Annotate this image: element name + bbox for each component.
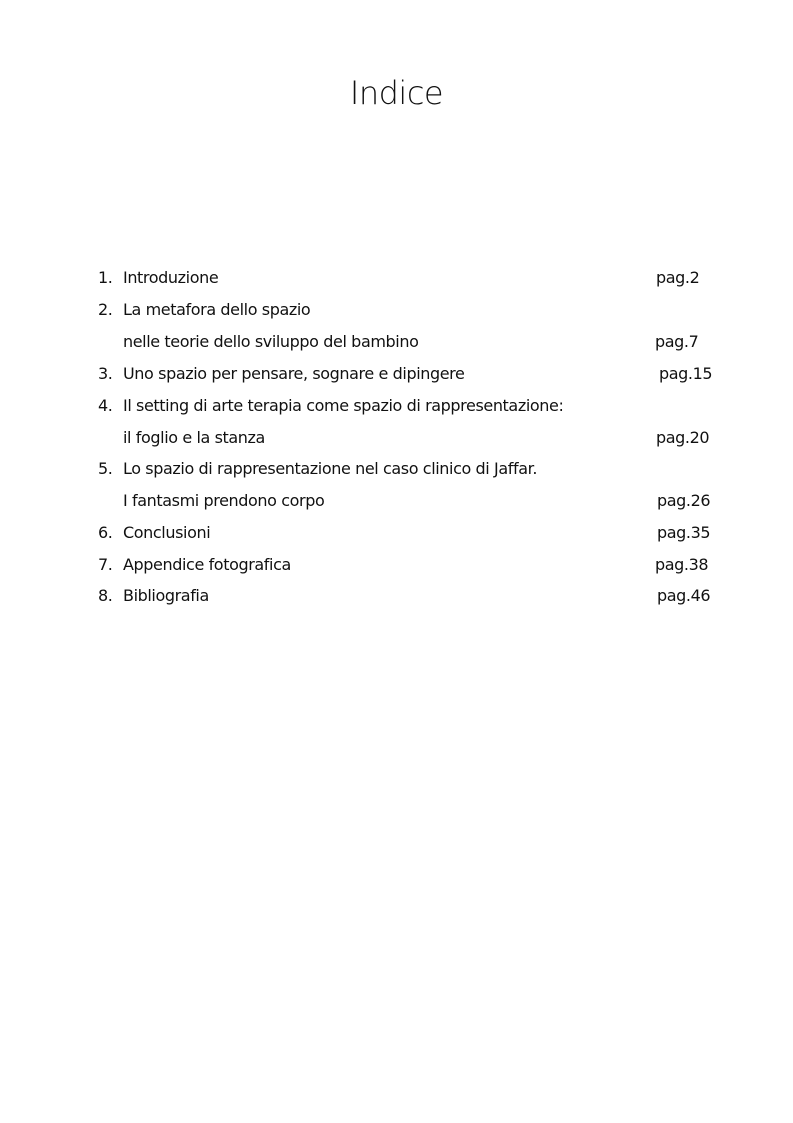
toc-entry-page: pag.20 [656, 428, 710, 447]
toc-entry-number: 8. [98, 586, 113, 605]
toc-entry-number: 3. [98, 364, 113, 383]
toc-entry-5[interactable] [0, 453, 793, 485]
toc-entry-6[interactable] [0, 517, 793, 549]
toc-entry-title: Uno spazio per pensare, sognare e dipingere [123, 364, 465, 383]
toc-entry-3[interactable] [0, 358, 793, 390]
toc-entry-title: Introduzione [123, 268, 219, 287]
toc-entry-7[interactable] [0, 549, 793, 581]
toc-entry-title: Appendice fotografica [123, 555, 291, 574]
toc-entry-page: pag.26 [657, 491, 711, 510]
toc-entry-page: pag.38 [655, 555, 709, 574]
toc-entry-number: 5. [98, 459, 113, 478]
toc-entry-page: pag.15 [659, 364, 713, 383]
toc-entry-title-continuation: il foglio e la stanza [123, 428, 265, 447]
page-title: Indice [349, 74, 444, 112]
toc-entry-page: pag.46 [657, 586, 711, 605]
toc-entry-number: 6. [98, 523, 113, 542]
toc-entry-title: Lo spazio di rappresentazione nel caso clinico di Jaffar. [123, 459, 538, 478]
toc-entry-2-continuation[interactable] [0, 326, 793, 358]
toc-entry-number: 2. [98, 300, 113, 319]
toc-entry-number: 1. [98, 268, 113, 287]
toc-entry-title: Il setting di arte terapia come spazio di rappresentazione: [123, 396, 564, 415]
toc-entry-1[interactable] [0, 262, 793, 294]
toc-entry-5-continuation[interactable] [0, 485, 793, 517]
toc-entry-number: 7. [98, 555, 113, 574]
toc-entry-title: Conclusioni [123, 523, 211, 542]
toc-entry-page: pag.7 [655, 332, 699, 351]
toc-entry-title-continuation: nelle teorie dello sviluppo del bambino [123, 332, 419, 351]
toc-entry-number: 4. [98, 396, 113, 415]
toc-entry-2[interactable] [0, 294, 793, 326]
toc-entry-title: Bibliografia [123, 586, 209, 605]
toc-entry-title: La metafora dello spazio [123, 300, 311, 319]
toc-entry-title-continuation: I fantasmi prendono corpo [123, 491, 325, 510]
toc-entry-page: pag.35 [657, 523, 711, 542]
toc-entry-8[interactable] [0, 580, 793, 612]
toc-entry-page: pag.2 [656, 268, 700, 287]
toc-entry-4[interactable] [0, 390, 793, 422]
toc-entry-4-continuation[interactable] [0, 422, 793, 454]
